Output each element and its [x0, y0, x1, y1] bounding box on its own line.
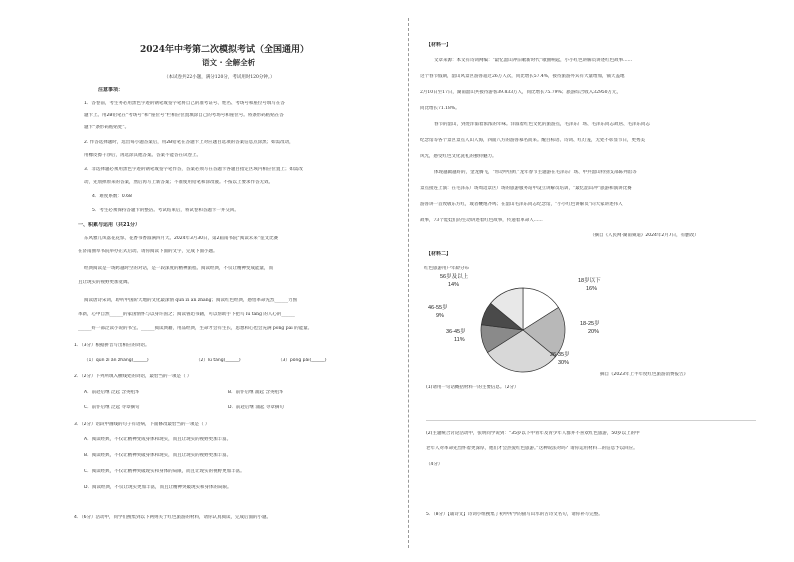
- passage-line: 经典阅读是一场跨越时空的对话，是一段深度的精神旅程。阅读经典，不仅让精神变成能量，而: [84, 266, 273, 271]
- right-q2-line: （4分）: [426, 462, 443, 467]
- material1-line: 故事，73个娃娃们的生动讲述着红色故事，传递着革命人……: [420, 218, 543, 223]
- note-line: 题卡上。用2B铅笔在“考场号”和“座位号”栏相应位置填涂自己的考场号和座位号。将条形码粘贴在答: [84, 113, 284, 118]
- section1-heading: 一、积累与运用（共21分）: [78, 222, 140, 228]
- pie-label: 36-45岁: [446, 329, 466, 335]
- q3-option: D．阅读经典，不仅让现实更加丰富，而且让精神突破现实和身体的局限。: [84, 485, 232, 490]
- passage-line: 革新，心中自然______的家国情怀与以身许国之；阅读鲁迅书籍，可以帮助手下把鸟 lù tāng 的人心的______: [78, 312, 295, 317]
- material1-line: 同比增长71.18%。: [420, 106, 460, 111]
- right-q2-line: 老年人对革命先烈怀着更深厚，他们才会热爱红色旅游。”这种说法对吗？请你运用材料二的信息予以回应。: [426, 446, 638, 451]
- q2-option: B．前仆后继 涌起 含英咀华: [228, 390, 284, 395]
- material1-line: 体现越做越好的，金龙腾飞，“带动中国红”龙年春节主题游在毛泽东广场、中共韶山特别支部陈列馆等: [434, 170, 637, 175]
- column-divider: [408, 18, 409, 548]
- q2-option: D．前赴后继 涌起 寻章摘句: [228, 405, 284, 410]
- right-q1: (1)请用一句话概括材料一的主要信息。（2分）: [426, 385, 519, 390]
- material2-source: 摘自《2023年上半年度红色旅游消费报告》: [600, 372, 688, 377]
- q3-option: C．阅读经典，不仅让精神突破现实和身体的局限，而且让现实的视野更加丰富。: [84, 469, 245, 474]
- material1-line: 这个春节假期，韶山风景区游客超过26万人次，同比增长57.4%，接待旅游外宾有大量增加，铺天盖地: [420, 74, 625, 79]
- note-line: 1．答卷前，考生务必用黑色字迹的钢笔或签字笔将自己的准考证号、姓名、考场号和座位号填写在答: [84, 101, 285, 106]
- material1-source: （摘自《人民网·湖南频道》2024年2月7日，有删改）: [590, 233, 699, 238]
- exam-subtitle: 语文 · 全解全析: [202, 58, 256, 67]
- passage-line: 阅读唐诗宋词，聆听中国阶天地的文化最深情 qún zì án zhāng；阅读红色经典，感悟革命先烈______力图: [84, 298, 298, 303]
- material1-tag: 【材料一】: [426, 42, 452, 48]
- pie-value-label: 14%: [448, 282, 460, 288]
- chart-caption: 红色旅游用户年龄分布: [424, 266, 469, 271]
- material1-line: 文章来源：本文有诗词网编：“最忆韶山冲旧歌新时代”歌曲响起，小小红色讲解员讲述红色故事……: [434, 58, 633, 63]
- section1-intro: 东风雅儿凤落花花惊，花香书香溢满四月天。2024年3月30日，第2届南书院“阅读未来”征文比赛: [84, 236, 279, 241]
- note-line: 用橡皮擦干净后，再选涂其他答案。答案不能答在试卷上。: [84, 153, 201, 158]
- material1-line: 春节的韶山，到处洋溢着浓浓的年味。洋溢着红色文化的旅游点，毛泽东广场、毛泽东同志故居、毛泽东同志: [434, 122, 650, 127]
- q5-stem: 5．（8分）【诵诗文】诗词小组搜集了初中所学的描写山水的古诗文名句，请你补写完整。: [426, 512, 603, 517]
- right-q2-line: (2)主题统合讨论活动中，张明同学说到：“35岁以下中青年及青少年人群并不喜欢红色旅游，50岁以上的中: [426, 431, 640, 436]
- pie-label: 18-25岁: [580, 321, 600, 327]
- pie-value-label: 16%: [586, 286, 598, 292]
- material1-line: 风光，感受红色文化洗礼的独特魅力。: [420, 154, 497, 159]
- left-column: [74, 0, 396, 562]
- q2-option: C．前仆后继 泛起 寻章摘句: [84, 405, 140, 410]
- q3-option: B．阅读经典，不仅让精神突破身体和现实，而且让现实的视野更加丰富。: [84, 453, 232, 458]
- note-line: 4．难度系数：0.68: [92, 194, 132, 199]
- q3-stem: 3．（2分）语段中画线的句子有语病，下面修改最恰当的一项是（ ）: [74, 422, 210, 427]
- pie-label: 26-35岁: [550, 352, 570, 358]
- q2-stem: 2．（2分）下列所填入横线处的词语，最恰当的一项是（ ）: [74, 374, 192, 379]
- material1-line: 纪念馆等各个景区景点人山人海，四面八方的游客慕名而来。醒目标语、诗词、红灯笼，无处不彰显节日，更秀美: [420, 138, 645, 143]
- notes-heading: 注意事项：: [98, 87, 124, 93]
- exam-info: （本试卷共22小题，满分120分，考试用时120分钟。）: [164, 75, 275, 80]
- passage-line: ______好一部泛读小说的书宝。______阅读典籍，用品经典，生命才会有生长，思想和心也会充满 póng pài 的能量。: [78, 326, 313, 331]
- material1-line: 游客讲一首致敬东方红，或者鞭炮齐鸣；在韶山毛泽东同志纪念馆，“小小红色讲解员”向大家讲述伟人: [420, 202, 623, 207]
- right-column: [420, 0, 756, 562]
- exam-title: 2024年中考第二次模拟考试（全国通用）: [140, 45, 310, 55]
- q1-stem: 1．（3分）根据拼音写出相应的词语。: [74, 343, 150, 348]
- note-line: 题卡“条形码粘贴处”。: [84, 125, 130, 130]
- note-line: 3．非选择题必须用黑色字迹的钢笔或签字笔作答，答案必须写在答题卡各题目指定区域内相应位置上；如需改: [84, 167, 303, 172]
- material1-line: 2月10日至17日，湖南韶山共接待游客39.833万人，同比增长75.79%；旅游综合收入32950万元，: [420, 90, 622, 95]
- pie-value-label: 30%: [558, 360, 570, 366]
- age-pie-chart: [428, 272, 628, 382]
- note-line: 5．考生必须保持答题卡的整洁。考试结束后，将试卷和答题卡一并交回。: [92, 208, 239, 213]
- pie-value-label: 9%: [436, 313, 444, 319]
- section1-intro: 在济南曲阜书院举办正式启动。请你阅读下面的文字，完成下面小题。: [78, 249, 218, 254]
- note-line: 动，先划掉原来的答案，然后再写上新答案；不准使用铅笔和涂改液。不按以上要求作答无效。: [84, 180, 273, 185]
- q4-stem: 4．（6分）活动中，同学们搜集到以下两则关于红色旅游的材料，请你认真阅读，完成后面的小题。: [74, 515, 271, 520]
- q1-item: （1）qún zì án zhāng(______): [84, 358, 149, 363]
- note-line: 2. 作答选择题时，选出每小题答案后，用2B铅笔在答题卡上对应题目选项的答案信息点涂黑；如需改动，: [84, 140, 294, 145]
- q2-option: A．前赴后继 泛起 含英咀华: [84, 390, 140, 395]
- pie-label: 56岁及以上: [440, 274, 469, 280]
- material2-tag: 【材料二】: [426, 251, 452, 257]
- q1-item: （3）póng pài(______): [278, 358, 327, 363]
- q1-item: （2）lù tāng(______): [196, 358, 241, 363]
- pie-label: 18岁以下: [578, 278, 601, 284]
- pie-value-label: 20%: [588, 329, 600, 335]
- passage-line: 且让现实的视野更加宽阔。: [78, 280, 132, 285]
- answer-space: [426, 400, 756, 421]
- pie-label: 46-55岁: [428, 305, 448, 311]
- material1-line: 景点接连上演：在毛泽东广场周边景区广场的旅游服务站中设立讲解员培训，“最忆韶山冲”旅游和演讲比赛: [420, 186, 632, 191]
- pie-value-label: 11%: [454, 337, 465, 343]
- q3-option: A．阅读经典，不仅让精神变成身体和现实，而且让现实的视野更加丰富。: [84, 437, 232, 442]
